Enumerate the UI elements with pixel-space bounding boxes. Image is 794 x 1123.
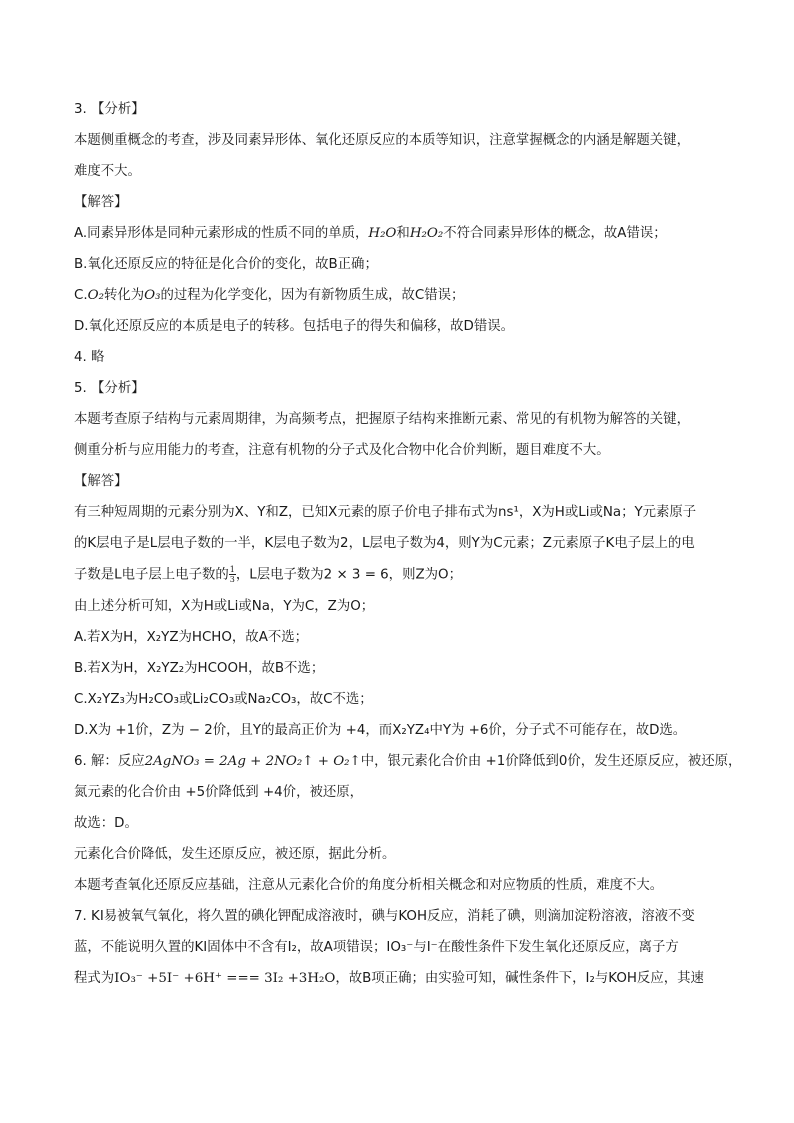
q6-line1 [74, 752, 742, 772]
q5-answer-head: 【解答】 [74, 474, 128, 489]
q3-option-c-pre: C. [74, 288, 88, 303]
q5-para-line3-pre: 子数是L电子层上电子数的 [74, 567, 229, 583]
q5-title: 5. 【分析】 [74, 381, 145, 396]
q7-line3-post: ，故B项正确；由实验可知，碱性条件下，I₂与KOH反应，其速 [335, 970, 704, 986]
formula-h2o2: H₂O₂ [409, 226, 444, 241]
q5-para-line3 [74, 565, 724, 586]
q5-option-c: C.X₂YZ₃为H₂CO₃或Li₂CO₃或Na₂CO₃，故C不选； [74, 691, 373, 707]
q3-analysis-line1: 本题侧重概念的考查，涉及同素异形体、氧化还原反应的本质等知识，注意掌握概念的内涵是解题关键， [74, 133, 690, 148]
q5-option-b: B.若X为H，X₂YZ₂为HCOOH，故B不选； [74, 660, 325, 676]
fraction-denominator: 3 [229, 575, 235, 584]
q5-para-line1: 有三种短周期的元素分别为X、Y和Z，已知X元素的原子价电子排布式为ns¹，X为H或Li或Na；Y元素原子 [74, 505, 697, 520]
q3-analysis-line2: 难度不大。 [74, 164, 141, 179]
q3-option-d: D.氧化还原反应的本质是电子的转移。包括电子的得失和偏移，故D错误。 [74, 319, 514, 334]
fraction-numerator: 1 [229, 565, 235, 574]
q6-line1-pre: 6. 解：反应 [74, 753, 145, 769]
formula-h2o: H₂O [368, 226, 397, 241]
q6-line1-post: 中，银元素化合价由 +1价降低到0价，发生还原反应，被还原， [360, 753, 742, 769]
q5-analysis-line1: 本题考查原子结构与元素周期律，为高频考点，把握原子结构来推断元素、常见的有机物为解答的关键， [74, 412, 690, 427]
q5-para-line3-post: ，L层电子数为2 × 3 = 6，则Z为O； [235, 567, 462, 583]
q6-line3: 故选：D。 [74, 815, 138, 831]
q5-option-a: A.若X为H，X₂YZ为HCHO，故A不选； [74, 629, 309, 645]
q3-option-a-pre: A.同素异形体是同种元素形成的性质不同的单质， [74, 226, 369, 241]
q3-option-c [74, 286, 724, 306]
q6-line5: 本题考查氧化还原反应基础，注意从元素化合价的角度分析相关概念和对应物质的性质，难度不大。 [74, 877, 664, 893]
document-body [74, 100, 742, 1000]
q7-ionic-equation: IO₃⁻ +5I⁻ +6H⁺ === 3I₂ +3H₂O [114, 970, 336, 986]
q5-para-line2: 的K层电子是L层电子数的一半，K层电子数为2，L层电子数为4，则Y为C元素；Z元素原子K电子层上的电 [74, 536, 695, 551]
q7-line1: 7. KI易被氧气氧化，将久置的碘化钾配成溶液时，碘与KOH反应，消耗了碘，则滴加淀粉溶液，溶液不变 [74, 908, 695, 924]
formula-o3: O₃ [144, 288, 161, 303]
q5-analysis-line2: 侧重分析与应用能力的考查，注意有机物的分子式及化合物中化合价判断，题目难度不大。 [74, 443, 610, 458]
fraction-one-third [229, 565, 236, 584]
q3-option-a [74, 224, 724, 244]
q5-option-d: D.X为 +1价，Z为 − 2价，且Y的最高正价为 +4，而X₂YZ₄中Y为 +6价，分子式不可能存在，故D选。 [74, 722, 687, 738]
q3-title: 3. 【分析】 [74, 102, 145, 117]
q3-answer-head: 【解答】 [74, 195, 128, 210]
q3-option-c-mid: 转化为 [103, 288, 145, 303]
q7-line3 [74, 969, 724, 989]
formula-o2: O₂ [87, 288, 104, 303]
q6-equation: 2AgNO₃ = 2Ag + 2NO₂↑ + O₂↑ [144, 753, 361, 769]
q7-line2: 蓝，不能说明久置的KI固体中不含有I₂，故A项错误；IO₃⁻与I⁻在酸性条件下发生氧化还原反应，离子方 [74, 939, 679, 955]
q6-line2: 氮元素的化合价由 +5价降低到 +4价，被还原， [74, 784, 364, 800]
q3-option-a-and: 和 [396, 226, 410, 241]
q3-option-c-post: 的过程为化学变化，因为有新物质生成，故C错误； [160, 288, 465, 303]
q3-option-a-post: 不符合同素异形体的概念，故A错误； [443, 226, 667, 241]
q6-line4: 元素化合价降低，发生还原反应，被还原，据此分析。 [74, 846, 396, 862]
q7-line3-pre: 程式为 [74, 970, 115, 986]
q5-summary: 由上述分析可知，X为H或Li或Na，Y为C，Z为O； [74, 598, 375, 614]
q3-option-b: B.氧化还原反应的特征是化合价的变化，故B正确； [74, 257, 378, 272]
q4-text: 4. 略 [74, 350, 105, 365]
